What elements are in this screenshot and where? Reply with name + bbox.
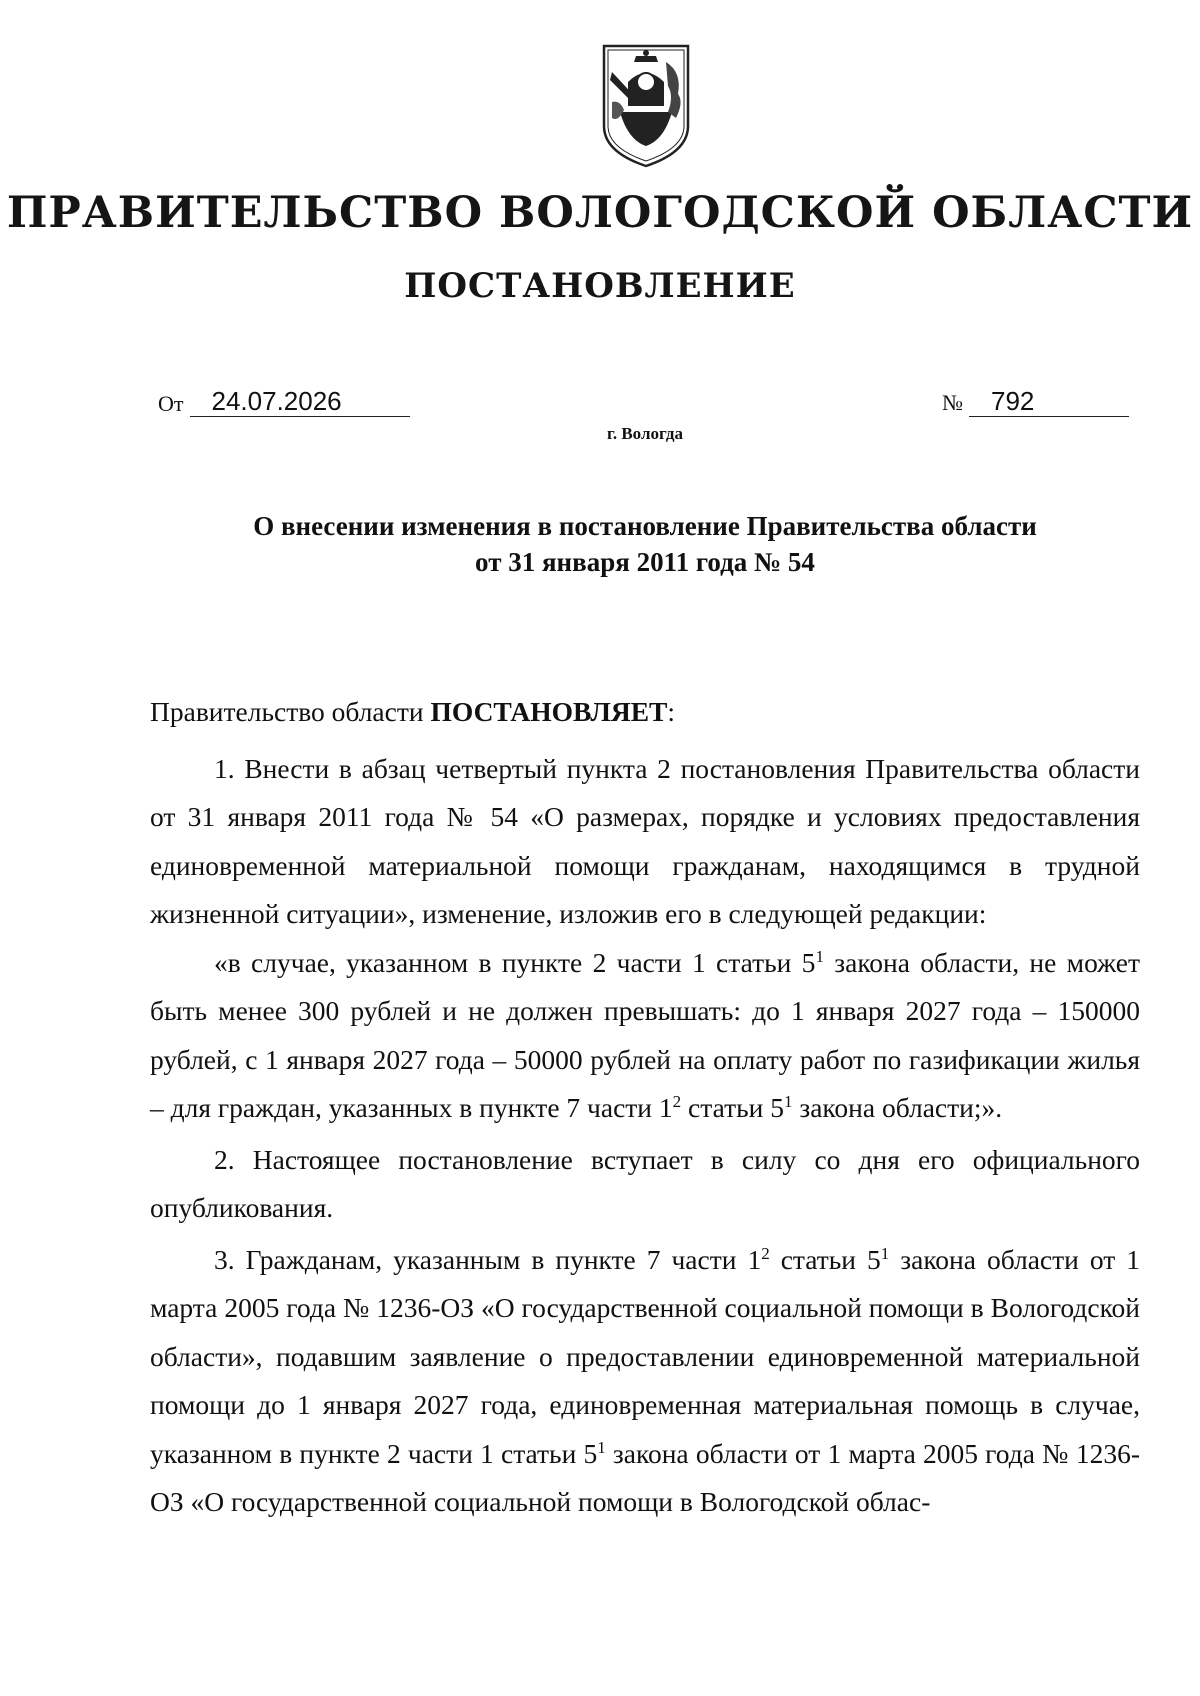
date-value: 24.07.2026	[190, 386, 410, 417]
paragraph-text: закона области от 1 марта 2005 года № 1236-ОЗ «О государственной социальной помощи в Вологодской облас-	[150, 1437, 1140, 1517]
superscript: 2	[761, 1243, 770, 1263]
superscript: 1	[783, 1092, 793, 1111]
number-prefix: №	[942, 390, 963, 415]
superscript: 2	[672, 1092, 682, 1111]
number-value: 792	[969, 386, 1129, 417]
paragraph-text: закона области от 1 марта 2005 года № 1236-ОЗ «О государственной социальной помощи в Вологодской области», подавшим заявление о предоставлении единовременной материальной помощи до 1 января 2027 года, единовременная материальная помощь в случае, указанном в пункте 2 части 1 статьи 5	[150, 1243, 1140, 1469]
document-type: ПОСТАНОВЛЕНИЕ	[404, 266, 796, 306]
superscript: 1	[597, 1437, 606, 1457]
paragraph-1-quote	[150, 939, 1140, 1133]
paragraph-text: статьи 5	[769, 1243, 881, 1275]
quote-text: закона области, не может быть менее 300 рублей и не должен превышать: до 1 января 2027 года – 150000 рублей, с 1 января 2027 года – 50000 рублей на оплату работ по газификации жилья – для граждан, указанных в пункте 7 части 1	[150, 946, 1140, 1123]
paragraph-1: 1. Внести в абзац четвертый пункта 2 постановления Правительства области от 31 января 2011 года № 54 «О размерах, порядке и условиях предоставления единовременной материальной помощи гражданам, находящимся в трудной жизненной ситуации», изменение, изложив его в следующей редакции:	[150, 752, 1140, 929]
paragraph-3	[150, 1236, 1140, 1527]
intro-text: Правительство области	[150, 696, 431, 727]
quote-text: закона области;».	[792, 1092, 1003, 1123]
date-prefix: От	[158, 391, 184, 416]
resolution-intro	[150, 688, 1140, 737]
government-title: ПРАВИТЕЛЬСТВО ВОЛОГОДСКОЙ ОБЛАСТИ	[6, 188, 1194, 238]
coat-of-arms-icon	[598, 42, 694, 170]
superscript: 1	[815, 946, 824, 966]
paragraph-text: 3. Гражданам, указанным в пункте 7 части 1	[214, 1243, 762, 1275]
document-subject	[150, 508, 1140, 580]
quote-text: «в случае, указанном в пункте 2 части 1 статьи 5	[214, 946, 816, 978]
subject-line-1: О внесении изменения в постановление Правительства области	[253, 511, 1037, 541]
document-body	[150, 688, 1140, 1527]
intro-end: :	[667, 696, 676, 727]
subject-line-2: от 31 января 2011 года № 54	[475, 547, 815, 577]
quote-text: статьи 5	[681, 1092, 784, 1123]
paragraph-2: 2. Настоящее постановление вступает в силу со дня его официального опубликования.	[150, 1143, 1140, 1223]
superscript: 1	[880, 1243, 890, 1263]
document-date	[158, 386, 410, 417]
intro-keyword: ПОСТАНОВЛЯЕТ	[430, 696, 668, 727]
city: г. Вологда	[607, 424, 683, 443]
document-number	[942, 386, 1129, 417]
